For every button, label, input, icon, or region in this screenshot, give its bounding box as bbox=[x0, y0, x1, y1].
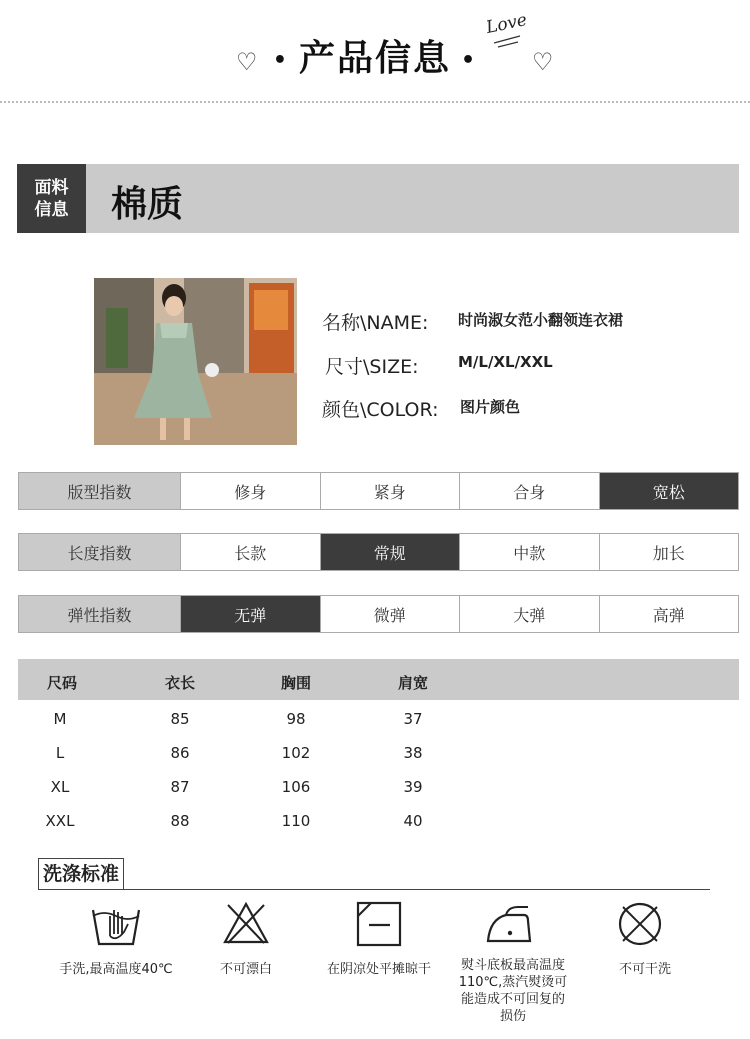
size-header-size: 尺码 bbox=[46, 674, 77, 692]
care-divider bbox=[38, 889, 710, 890]
table-cell: XXL bbox=[45, 812, 75, 830]
size-header-length: 衣长 bbox=[164, 674, 195, 692]
table-cell: L bbox=[55, 744, 65, 762]
length-index-row bbox=[18, 533, 739, 571]
table-cell: 86 bbox=[170, 744, 190, 762]
dry-flat-shade-icon bbox=[356, 901, 402, 947]
table-cell: 106 bbox=[281, 778, 311, 796]
table-cell: 40 bbox=[403, 812, 423, 830]
table-cell: 39 bbox=[403, 778, 423, 796]
care-label-no-bleach: 不可漂白 bbox=[219, 962, 272, 977]
color-value: 图片颜色 bbox=[460, 398, 521, 416]
fit-option-slim: 修身 bbox=[180, 473, 320, 509]
elastic-index-label: 弹性指数 bbox=[19, 596, 180, 632]
table-cell: 85 bbox=[170, 710, 190, 728]
care-label-iron: 熨斗底板最高温度110℃,蒸汽熨烫可能造成不可回复的损伤 bbox=[458, 958, 568, 1024]
length-option-mid: 中款 bbox=[459, 534, 599, 570]
length-option-regular: 常规 bbox=[320, 534, 460, 570]
fit-option-tight: 紧身 bbox=[320, 473, 460, 509]
color-label: 颜色\COLOR: bbox=[322, 399, 439, 421]
product-photo bbox=[94, 278, 297, 445]
name-value: 时尚淑女范小翻领连衣裙 bbox=[458, 311, 624, 329]
elastic-option-high: 大弹 bbox=[459, 596, 599, 632]
care-title: 洗涤标准 bbox=[38, 858, 124, 889]
elastic-option-none: 无弹 bbox=[180, 596, 320, 632]
size-value: M/L/XL/XXL bbox=[458, 353, 553, 371]
fabric-value: 棉质 bbox=[111, 184, 184, 225]
heart-left-icon: ♡ bbox=[236, 48, 258, 76]
table-cell: 37 bbox=[403, 710, 423, 728]
table-cell: 88 bbox=[170, 812, 190, 830]
table-cell: M bbox=[53, 710, 67, 728]
table-cell: 110 bbox=[281, 812, 311, 830]
table-cell: 102 bbox=[281, 744, 311, 762]
elastic-option-slight: 微弹 bbox=[320, 596, 460, 632]
no-dry-clean-icon bbox=[616, 900, 664, 948]
heart-right-icon: ♡ bbox=[532, 48, 554, 76]
length-option-long: 长款 bbox=[180, 534, 320, 570]
hand-wash-icon bbox=[90, 902, 142, 948]
length-option-extra-long: 加长 bbox=[599, 534, 739, 570]
elastic-option-very-high: 高弹 bbox=[599, 596, 739, 632]
fabric-tag: 面料 信息 bbox=[17, 164, 86, 233]
size-header-shoulder: 肩宽 bbox=[397, 674, 428, 692]
divider bbox=[0, 101, 750, 103]
table-cell: 98 bbox=[286, 710, 306, 728]
fit-option-regular: 合身 bbox=[459, 473, 599, 509]
fit-index-row bbox=[18, 472, 739, 510]
fit-index-label: 版型指数 bbox=[19, 473, 180, 509]
love-underline-icon bbox=[492, 34, 522, 48]
page-title: • 产品信息 • bbox=[272, 38, 478, 79]
table-cell: 38 bbox=[403, 744, 423, 762]
fit-option-loose: 宽松 bbox=[599, 473, 739, 509]
care-label-dry-flat: 在阴凉处平摊晾干 bbox=[326, 962, 431, 977]
size-header-bust: 胸围 bbox=[280, 674, 311, 692]
no-bleach-icon bbox=[222, 901, 270, 945]
love-script: Love bbox=[484, 9, 529, 39]
table-cell: 87 bbox=[170, 778, 190, 796]
care-label-hand-wash: 手洗,最高温度40℃ bbox=[59, 962, 173, 977]
table-cell: XL bbox=[50, 778, 70, 796]
iron-icon bbox=[484, 903, 536, 945]
size-label: 尺寸\SIZE: bbox=[325, 356, 419, 378]
care-label-no-dry-clean: 不可干洗 bbox=[618, 962, 671, 977]
name-label: 名称\NAME: bbox=[322, 312, 429, 334]
elastic-index-row bbox=[18, 595, 739, 633]
length-index-label: 长度指数 bbox=[19, 534, 180, 570]
